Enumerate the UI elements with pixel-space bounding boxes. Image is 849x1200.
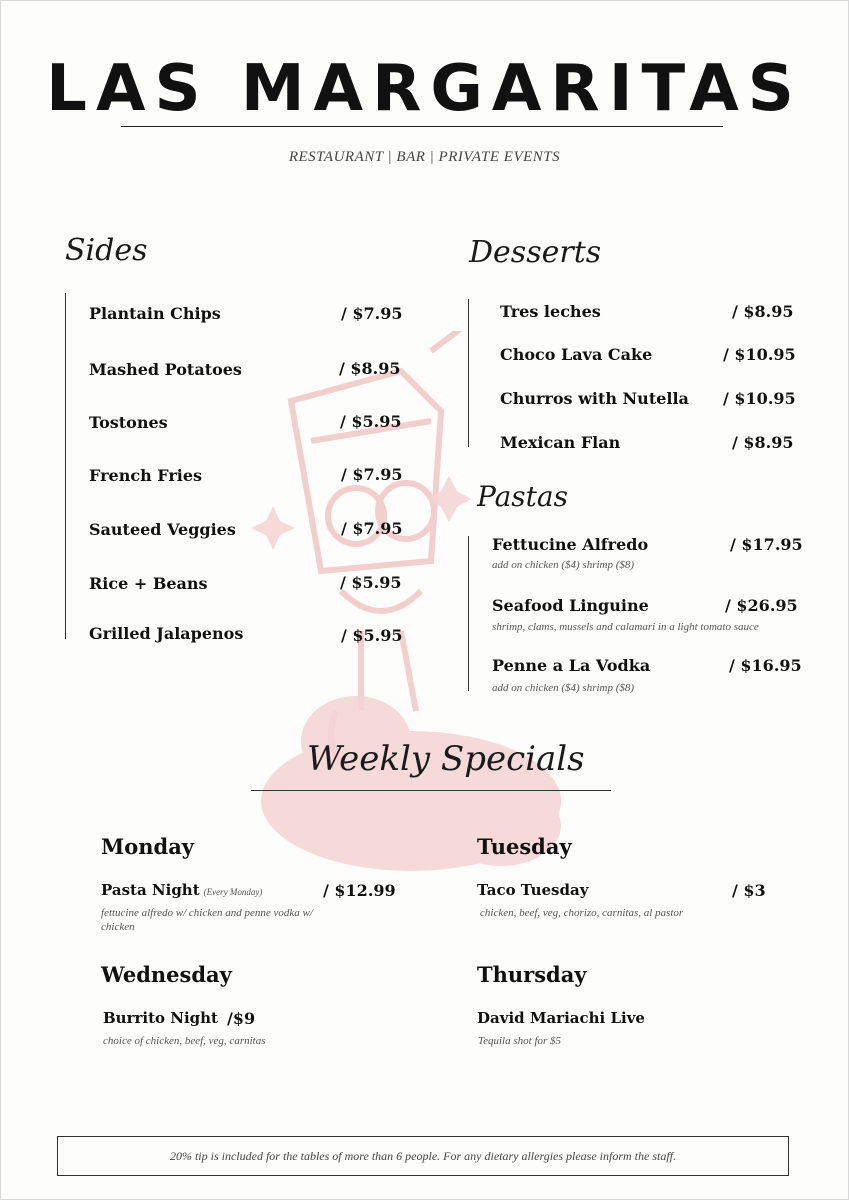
weekly-specials-heading: Weekly Specials (307, 739, 585, 779)
dessert-item-price: / $10.95 (723, 389, 796, 408)
pasta-item-name: Fettucine Alfredo (492, 535, 649, 554)
dessert-item-name: Churros with Nutella (500, 389, 689, 408)
side-item-name: Sauteed Veggies (89, 520, 236, 539)
pasta-item-note: shrimp, clams, mussels and calamari in a light tomato sauce (492, 621, 759, 633)
thursday-heading: Thursday (477, 962, 587, 987)
sides-heading: Sides (65, 233, 148, 268)
side-item-price: / $7.95 (341, 519, 403, 538)
pasta-item-note: add on chicken ($4) shrimp ($8) (492, 682, 635, 694)
side-item-price: / $5.95 (341, 626, 403, 645)
pasta-item-name: Penne a La Vodka (492, 656, 651, 675)
side-item-price: / $7.95 (341, 465, 403, 484)
wednesday-heading: Wednesday (101, 962, 232, 987)
thursday-special-name: David Mariachi Live (477, 1009, 645, 1027)
pasta-item-note: add on chicken ($4) shrimp ($8) (492, 559, 635, 571)
dessert-item-price: / $8.95 (732, 433, 794, 452)
dessert-item-price: / $10.95 (723, 345, 796, 364)
monday-heading: Monday (101, 834, 195, 859)
pastas-heading: Pastas (477, 480, 568, 513)
restaurant-title: LAS MARGARITAS (46, 52, 803, 126)
wednesday-special-note: choice of chicken, beef, veg, carnitas (103, 1035, 266, 1047)
desserts-divider (468, 299, 469, 447)
side-item-name: Rice + Beans (89, 574, 208, 593)
tagline: RESTAURANT | BAR | PRIVATE EVENTS (288, 149, 561, 165)
monday-special-note: fettucine alfredo w/ chicken and penne vodka w/ chicken (101, 907, 313, 933)
side-item-name: Grilled Jalapenos (89, 624, 244, 643)
wednesday-special-name: Burrito Night (103, 1009, 218, 1027)
dessert-item-name: Tres leches (500, 302, 601, 321)
pastas-divider (468, 536, 469, 691)
dessert-item-name: Choco Lava Cake (500, 345, 653, 364)
footer-text: 20% tip is included for the tables of more than 6 people. For any dietary allergies please inform the staff. (169, 1148, 677, 1163)
monday-special-title: Pasta Night (101, 881, 200, 899)
pasta-item-price: / $26.95 (725, 596, 798, 615)
side-item-price: / $5.95 (340, 412, 402, 431)
monday-special-name (101, 881, 262, 899)
specials-divider (251, 790, 611, 791)
side-item-price: / $7.95 (341, 304, 403, 323)
title-divider (121, 126, 723, 127)
pasta-item-name: Seafood Linguine (492, 596, 649, 615)
monday-special-price: / $12.99 (323, 881, 396, 900)
side-item-price: / $8.95 (339, 359, 401, 378)
dessert-item-price: / $8.95 (732, 302, 794, 321)
side-item-name: Tostones (89, 413, 168, 432)
sides-divider (65, 293, 66, 639)
monday-special-qualifier: (Every Monday) (203, 887, 263, 897)
desserts-heading: Desserts (469, 235, 602, 270)
pasta-item-price: / $17.95 (730, 535, 803, 554)
tuesday-heading: Tuesday (477, 834, 572, 859)
wednesday-special-price: /$9 (227, 1009, 256, 1028)
tuesday-special-price: / $3 (732, 881, 766, 900)
side-item-price: / $5.95 (340, 573, 402, 592)
tuesday-special-note: chicken, beef, veg, chorizo, carnitas, al pastor (480, 907, 684, 919)
side-item-name: French Fries (89, 466, 203, 485)
tuesday-special-name: Taco Tuesday (477, 881, 589, 899)
footer-notice (57, 1136, 789, 1176)
dessert-item-name: Mexican Flan (500, 433, 621, 452)
side-item-name: Mashed Potatoes (89, 360, 242, 379)
thursday-special-note: Tequila shot for $5 (478, 1035, 562, 1047)
side-item-name: Plantain Chips (89, 304, 221, 323)
pasta-item-price: / $16.95 (729, 656, 802, 675)
